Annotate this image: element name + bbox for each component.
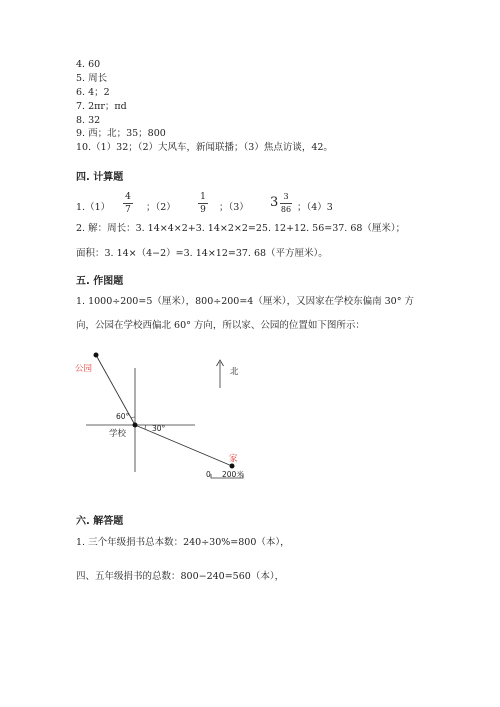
north-label: 北 [230,367,239,377]
fraction-denominator: 9 [200,205,206,215]
section-6-heading: 六. 解答题 [76,516,124,527]
answer-9: 9. 西；北；35；800 [76,128,166,139]
fraction-numerator: 4 [125,192,131,202]
home-label: 家 [229,454,238,464]
fraction-numerator: 1 [200,192,206,202]
home-direction-line [135,425,232,466]
school-label: 学校 [109,429,127,439]
calc-q2-perimeter: 2. 解：周长：3. 14×4×2+3. 14×2×2=25. 12+12. 56=37. 68（厘米）； [76,223,406,234]
calc-q1-sep4: ；（4）3 [297,202,333,213]
calc-q2-area: 面积：3. 14×（4−2）=3. 14×12=37. 68（平方厘米）。 [76,248,328,259]
drawing-q1-line1: 1. 1000÷200=5（厘米），800÷200=4（厘米），又因家在学校东偏南 30° 方 [76,296,414,307]
scale-zero-label: 0 [206,470,211,479]
park-point [94,353,99,358]
answer-8: 8. 32 [76,115,101,126]
answer-10: 10.（1）32；（2）大风车，新闻联播；（3）焦点访谈，42。 [76,142,333,153]
answer-5: 5. 周长 [76,73,108,84]
answer-7: 7. 2πr；πd [76,101,127,112]
fraction-denominator: 7 [125,205,131,215]
park-label: 公园 [75,364,93,374]
answer-q1-line1: 1. 三个年级捐书总本数：240÷30%=800（本）， [76,537,290,548]
calc-q1-prefix: 1.（1） [76,202,111,213]
fraction-numerator: 3 [283,192,289,201]
drawing-q1-line2: 向，公园在学校西偏北 60° 方向，所以家、公园的位置如下图所示： [76,320,365,331]
section-5-heading: 五. 作图题 [76,276,124,287]
calc-q1-sep3: ；（3） [219,202,249,213]
answer-4: 4. 60 [76,59,101,70]
angle-30-arc [145,425,146,429]
mixed-number-whole: 3 [270,195,279,210]
angle-60-arc [131,417,135,418]
answer-6: 6. 4；2 [76,87,110,98]
angle-60-label: 60° [116,412,130,421]
home-point [230,464,235,469]
school-point [133,423,138,428]
section-4-heading: 四. 计算题 [76,172,124,183]
answer-q1-line2: 四、五年级捐书的总数：800−240=560（本）， [76,571,285,582]
fraction-denominator: 86 [280,205,292,214]
calc-q1-sep2: ；（2） [146,202,176,213]
angle-30-label: 30° [152,424,166,433]
scale-unit-label: 200米 [222,470,244,479]
